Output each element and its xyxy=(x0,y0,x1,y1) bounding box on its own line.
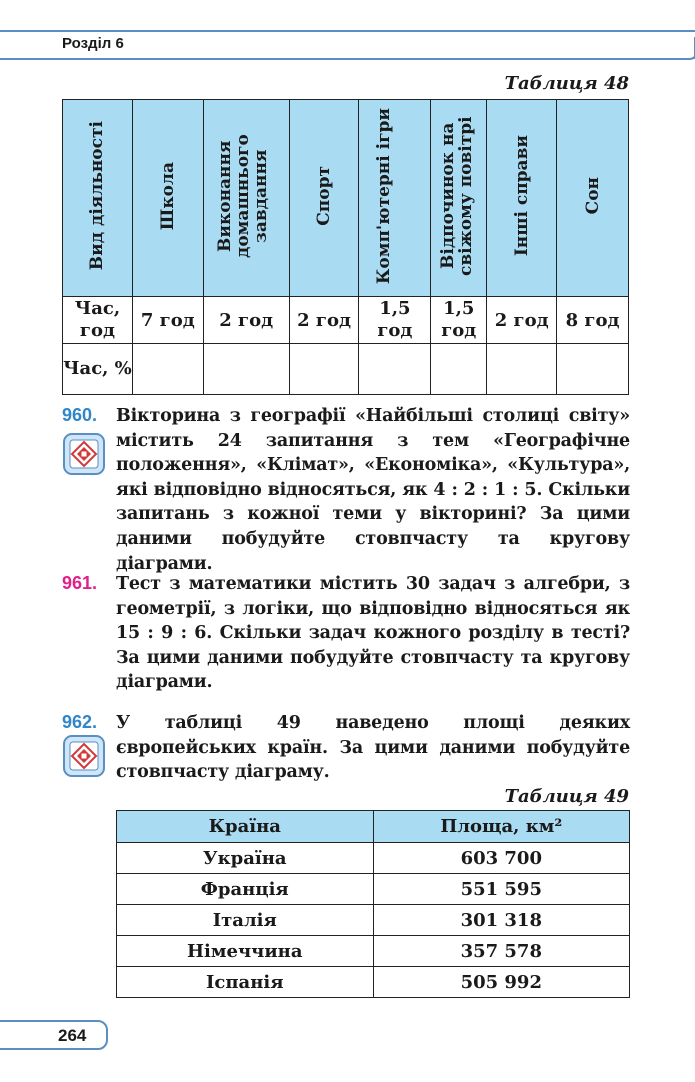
row-label: Час, год xyxy=(63,297,133,344)
problem-text-962: У таблиці 49 наведено площі деяких європейських країн. За цими даними побудуйте стовпчасту діаграму. xyxy=(116,713,630,783)
problem-number-962: 962. xyxy=(62,712,98,732)
table-48-header-cell: Відпочинок на свіжому повітрі xyxy=(431,100,487,297)
table-48-header-row xyxy=(63,100,629,297)
table-48-header-cell: Школа xyxy=(132,100,203,297)
area-cell: 551 595 xyxy=(373,874,629,905)
table-cell: 1,5 год xyxy=(359,297,431,344)
table-cell-empty xyxy=(203,344,289,395)
table-48-header-cell: Виконання домашнього завдання xyxy=(203,100,289,297)
problem-number-960: 960. xyxy=(62,405,98,425)
table-48-header-cell: Інші справи xyxy=(487,100,557,297)
table-cell: 8 год xyxy=(557,297,629,344)
page-number-box xyxy=(0,1020,108,1050)
table-cell: 2 год xyxy=(203,297,289,344)
problem-text-960: Вікторина з географії «Найбільші столиці світу» містить 24 запитання з тем «Географічне положення», «Клімат», «Економіка», «Культура», які відповідно відносяться, як 4 : 2 : 1 : 5. Скільки запитань з кожної теми у вікторині? За цими даними побудуйте стовпчасту та кругову діаграми. xyxy=(116,406,630,574)
page-number: 264 xyxy=(58,1026,87,1045)
table-row xyxy=(117,936,630,967)
table-row xyxy=(117,905,630,936)
table-48 xyxy=(62,99,629,395)
table-49-header-row xyxy=(117,811,630,843)
problem-text-961: Тест з математики містить 30 задач з алгебри, з геометрії, з логіки, що відповідно відносяться як 15 : 9 : 6. Скільки задач кожного розділу в тесті? За цими даними побудуйте стовпчасту та кругову діаграми. xyxy=(116,574,630,693)
country-cell: Україна xyxy=(117,843,374,874)
table-48-header-cell: Комп'ютерні ігри xyxy=(359,100,431,297)
table-cell-empty xyxy=(557,344,629,395)
table-49-header-area: Площа, км² xyxy=(373,811,629,843)
table-cell-empty xyxy=(289,344,359,395)
table-48-row-percent xyxy=(63,344,629,395)
table-cell: 2 год xyxy=(487,297,557,344)
row-label: Час, % xyxy=(63,344,133,395)
country-cell: Франція xyxy=(117,874,374,905)
table-row xyxy=(117,843,630,874)
table-49 xyxy=(116,810,630,998)
table-row xyxy=(117,874,630,905)
table-cell-empty xyxy=(359,344,431,395)
area-cell: 357 578 xyxy=(373,936,629,967)
area-cell: 603 700 xyxy=(373,843,629,874)
table-cell: 2 год xyxy=(289,297,359,344)
table-cell-empty xyxy=(487,344,557,395)
country-cell: Італія xyxy=(117,905,374,936)
table-49-header-country: Країна xyxy=(117,811,374,843)
table-cell-empty xyxy=(431,344,487,395)
table-48-header-cell: Спорт xyxy=(289,100,359,297)
ornament-badge-icon xyxy=(62,432,106,476)
area-cell: 301 318 xyxy=(373,905,629,936)
table-49-caption: Таблиця 49 xyxy=(504,786,629,807)
country-cell: Іспанія xyxy=(117,967,374,998)
country-cell: Німеччина xyxy=(117,936,374,967)
problem-number-961: 961. xyxy=(62,573,98,593)
table-cell-empty xyxy=(132,344,203,395)
ornament-badge-icon xyxy=(62,734,106,778)
table-48-caption: Таблиця 48 xyxy=(504,73,629,94)
table-48-header-cell: Сон xyxy=(557,100,629,297)
area-cell: 505 992 xyxy=(373,967,629,998)
table-48-row-hours xyxy=(63,297,629,344)
table-row xyxy=(117,967,630,998)
table-cell: 1,5 год xyxy=(431,297,487,344)
table-cell: 7 год xyxy=(132,297,203,344)
section-title: Розділ 6 xyxy=(62,35,124,52)
table-48-header-cell: Вид діяльності xyxy=(63,100,133,297)
